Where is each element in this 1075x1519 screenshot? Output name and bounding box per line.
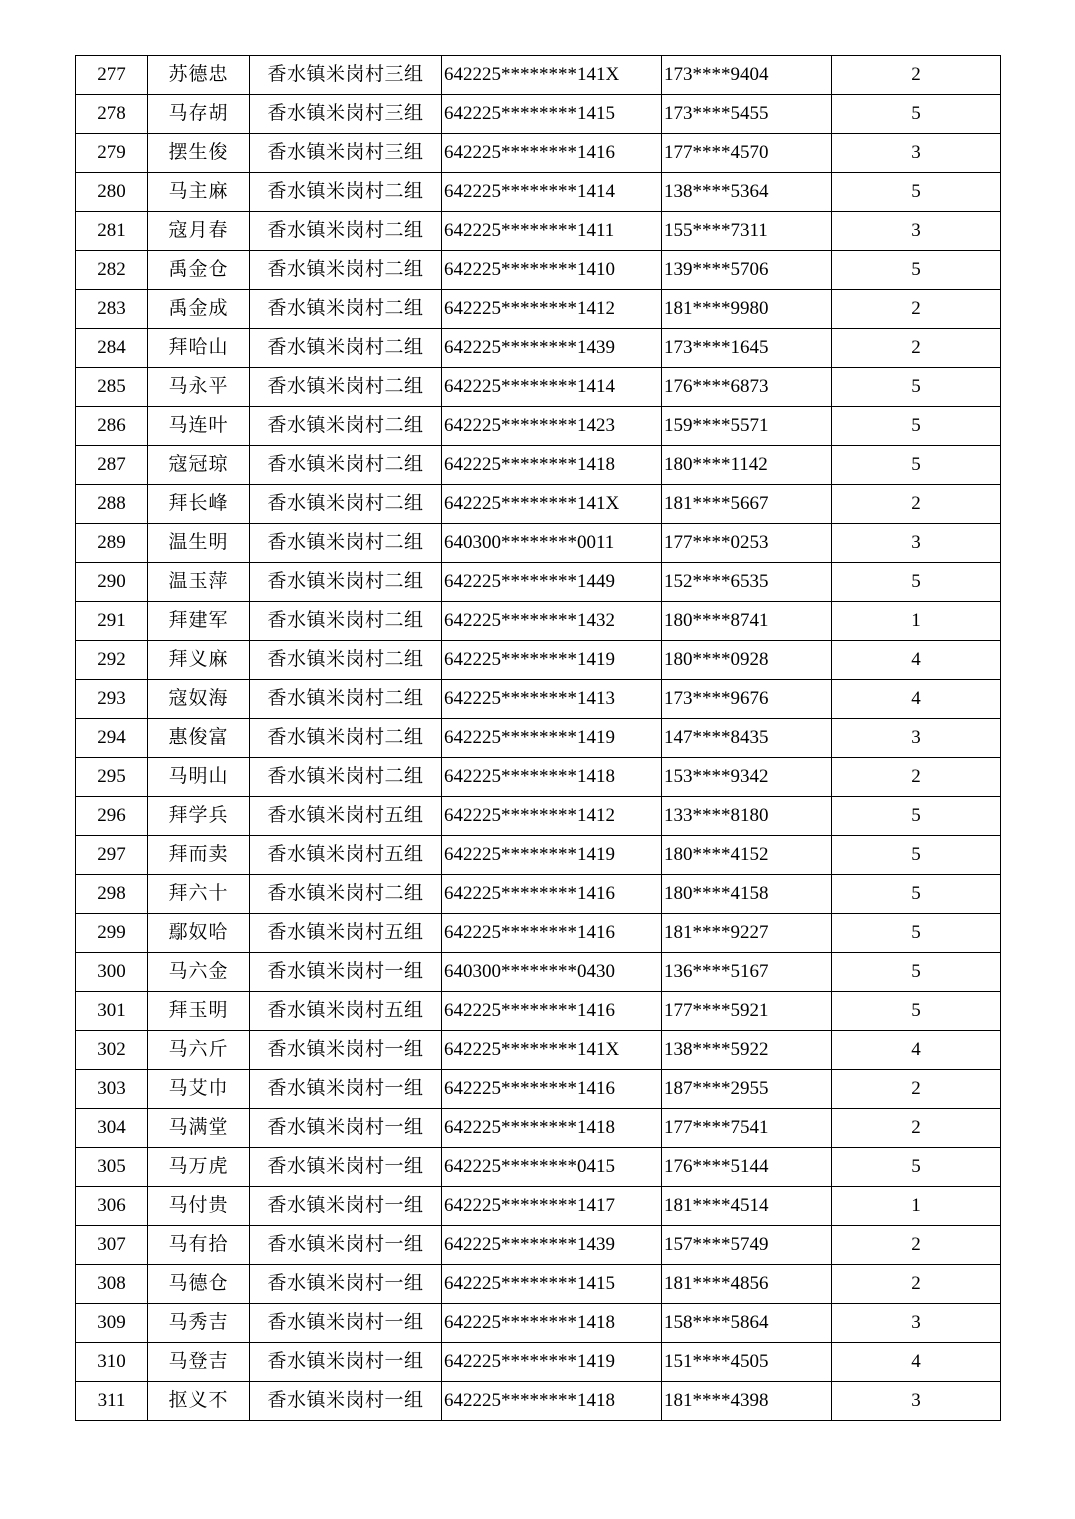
row-address: 香水镇米岗村一组 <box>250 1187 442 1226</box>
row-name: 马秀吉 <box>148 1304 250 1343</box>
row-id-number: 642225********1439 <box>442 1226 662 1265</box>
row-person-count: 5 <box>832 914 1001 953</box>
row-index: 299 <box>76 914 148 953</box>
row-index: 278 <box>76 95 148 134</box>
roster-table-body <box>76 56 1001 1421</box>
row-person-count: 4 <box>832 1031 1001 1070</box>
row-name: 拜六十 <box>148 875 250 914</box>
row-phone: 157****5749 <box>662 1226 832 1265</box>
row-address: 香水镇米岗村二组 <box>250 368 442 407</box>
row-person-count: 5 <box>832 992 1001 1031</box>
row-name: 温玉萍 <box>148 563 250 602</box>
row-index: 280 <box>76 173 148 212</box>
row-index: 310 <box>76 1343 148 1382</box>
table-row <box>76 212 1001 251</box>
row-id-number: 642225********1417 <box>442 1187 662 1226</box>
row-address: 香水镇米岗村一组 <box>250 1304 442 1343</box>
row-person-count: 2 <box>832 1265 1001 1304</box>
table-row <box>76 251 1001 290</box>
table-row <box>76 1109 1001 1148</box>
row-name: 马六斤 <box>148 1031 250 1070</box>
row-phone: 133****8180 <box>662 797 832 836</box>
row-phone: 177****0253 <box>662 524 832 563</box>
table-row <box>76 524 1001 563</box>
row-person-count: 4 <box>832 641 1001 680</box>
row-name: 马永平 <box>148 368 250 407</box>
row-phone: 173****5455 <box>662 95 832 134</box>
row-phone: 173****9404 <box>662 56 832 95</box>
row-person-count: 5 <box>832 446 1001 485</box>
row-address: 香水镇米岗村二组 <box>250 446 442 485</box>
row-address: 香水镇米岗村一组 <box>250 1109 442 1148</box>
row-id-number: 642225********1418 <box>442 1109 662 1148</box>
row-phone: 136****5167 <box>662 953 832 992</box>
table-row <box>76 290 1001 329</box>
row-phone: 180****4158 <box>662 875 832 914</box>
table-row <box>76 368 1001 407</box>
row-phone: 152****6535 <box>662 563 832 602</box>
row-address: 香水镇米岗村二组 <box>250 719 442 758</box>
row-name: 马明山 <box>148 758 250 797</box>
row-name: 寇奴海 <box>148 680 250 719</box>
row-index: 306 <box>76 1187 148 1226</box>
row-address: 香水镇米岗村二组 <box>250 485 442 524</box>
row-id-number: 642225********1419 <box>442 641 662 680</box>
row-person-count: 5 <box>832 251 1001 290</box>
row-id-number: 642225********1413 <box>442 680 662 719</box>
row-name: 禹金仓 <box>148 251 250 290</box>
row-phone: 139****5706 <box>662 251 832 290</box>
row-address: 香水镇米岗村五组 <box>250 914 442 953</box>
row-index: 302 <box>76 1031 148 1070</box>
row-phone: 177****7541 <box>662 1109 832 1148</box>
table-row <box>76 1148 1001 1187</box>
row-person-count: 2 <box>832 485 1001 524</box>
row-id-number: 642225********141X <box>442 485 662 524</box>
row-name: 马六金 <box>148 953 250 992</box>
row-address: 香水镇米岗村二组 <box>250 680 442 719</box>
row-person-count: 2 <box>832 56 1001 95</box>
row-name: 马有拾 <box>148 1226 250 1265</box>
row-name: 马万虎 <box>148 1148 250 1187</box>
row-id-number: 642225********1415 <box>442 1265 662 1304</box>
row-id-number: 642225********1419 <box>442 1343 662 1382</box>
row-name: 拜哈山 <box>148 329 250 368</box>
row-id-number: 642225********1412 <box>442 290 662 329</box>
row-phone: 176****5144 <box>662 1148 832 1187</box>
row-address: 香水镇米岗村三组 <box>250 134 442 173</box>
row-index: 296 <box>76 797 148 836</box>
row-person-count: 5 <box>832 368 1001 407</box>
row-phone: 181****4398 <box>662 1382 832 1421</box>
table-row <box>76 446 1001 485</box>
row-index: 289 <box>76 524 148 563</box>
row-index: 279 <box>76 134 148 173</box>
row-address: 香水镇米岗村三组 <box>250 95 442 134</box>
row-index: 277 <box>76 56 148 95</box>
row-index: 308 <box>76 1265 148 1304</box>
row-phone: 153****9342 <box>662 758 832 797</box>
table-row <box>76 758 1001 797</box>
row-id-number: 642225********1439 <box>442 329 662 368</box>
table-row <box>76 641 1001 680</box>
row-name: 马满堂 <box>148 1109 250 1148</box>
row-address: 香水镇米岗村二组 <box>250 407 442 446</box>
row-address: 香水镇米岗村一组 <box>250 1343 442 1382</box>
row-index: 281 <box>76 212 148 251</box>
row-person-count: 2 <box>832 290 1001 329</box>
row-index: 305 <box>76 1148 148 1187</box>
row-index: 300 <box>76 953 148 992</box>
table-row <box>76 1265 1001 1304</box>
table-row <box>76 173 1001 212</box>
row-index: 294 <box>76 719 148 758</box>
row-index: 286 <box>76 407 148 446</box>
row-index: 293 <box>76 680 148 719</box>
row-index: 303 <box>76 1070 148 1109</box>
row-phone: 181****5667 <box>662 485 832 524</box>
row-person-count: 1 <box>832 602 1001 641</box>
row-person-count: 5 <box>832 836 1001 875</box>
row-name: 惠俊富 <box>148 719 250 758</box>
row-id-number: 640300********0430 <box>442 953 662 992</box>
table-row <box>76 1382 1001 1421</box>
row-index: 290 <box>76 563 148 602</box>
row-person-count: 5 <box>832 563 1001 602</box>
table-row <box>76 563 1001 602</box>
row-address: 香水镇米岗村三组 <box>250 56 442 95</box>
row-person-count: 3 <box>832 1382 1001 1421</box>
table-row <box>76 1226 1001 1265</box>
row-phone: 177****5921 <box>662 992 832 1031</box>
row-index: 287 <box>76 446 148 485</box>
row-index: 298 <box>76 875 148 914</box>
row-person-count: 1 <box>832 1187 1001 1226</box>
row-name: 摆生俊 <box>148 134 250 173</box>
row-address: 香水镇米岗村二组 <box>250 758 442 797</box>
row-address: 香水镇米岗村一组 <box>250 1031 442 1070</box>
row-person-count: 2 <box>832 758 1001 797</box>
row-id-number: 642225********1410 <box>442 251 662 290</box>
row-phone: 159****5571 <box>662 407 832 446</box>
row-id-number: 642225********1449 <box>442 563 662 602</box>
table-row <box>76 875 1001 914</box>
row-phone: 155****7311 <box>662 212 832 251</box>
row-id-number: 642225********1416 <box>442 914 662 953</box>
row-person-count: 5 <box>832 407 1001 446</box>
row-name: 禹金成 <box>148 290 250 329</box>
row-person-count: 5 <box>832 173 1001 212</box>
row-index: 288 <box>76 485 148 524</box>
table-row <box>76 95 1001 134</box>
table-row <box>76 914 1001 953</box>
row-id-number: 642225********141X <box>442 56 662 95</box>
row-name: 拜学兵 <box>148 797 250 836</box>
row-phone: 158****5864 <box>662 1304 832 1343</box>
row-name: 拜玉明 <box>148 992 250 1031</box>
row-index: 297 <box>76 836 148 875</box>
row-id-number: 642225********1414 <box>442 173 662 212</box>
row-phone: 173****1645 <box>662 329 832 368</box>
row-index: 307 <box>76 1226 148 1265</box>
row-phone: 181****4856 <box>662 1265 832 1304</box>
row-phone: 187****2955 <box>662 1070 832 1109</box>
row-name: 苏德忠 <box>148 56 250 95</box>
table-row <box>76 602 1001 641</box>
row-person-count: 2 <box>832 1226 1001 1265</box>
table-row <box>76 134 1001 173</box>
row-address: 香水镇米岗村一组 <box>250 1265 442 1304</box>
row-address: 香水镇米岗村五组 <box>250 797 442 836</box>
row-phone: 147****8435 <box>662 719 832 758</box>
row-person-count: 3 <box>832 524 1001 563</box>
row-person-count: 3 <box>832 134 1001 173</box>
row-phone: 138****5364 <box>662 173 832 212</box>
row-person-count: 5 <box>832 95 1001 134</box>
row-id-number: 642225********1416 <box>442 134 662 173</box>
row-address: 香水镇米岗村一组 <box>250 1382 442 1421</box>
row-name: 马存胡 <box>148 95 250 134</box>
row-address: 香水镇米岗村五组 <box>250 836 442 875</box>
row-address: 香水镇米岗村二组 <box>250 290 442 329</box>
table-row <box>76 1304 1001 1343</box>
row-index: 291 <box>76 602 148 641</box>
row-index: 285 <box>76 368 148 407</box>
row-address: 香水镇米岗村二组 <box>250 524 442 563</box>
row-id-number: 642225********1419 <box>442 719 662 758</box>
row-phone: 181****9227 <box>662 914 832 953</box>
row-id-number: 642225********0415 <box>442 1148 662 1187</box>
row-name: 马登吉 <box>148 1343 250 1382</box>
row-id-number: 642225********1416 <box>442 992 662 1031</box>
table-row <box>76 407 1001 446</box>
row-address: 香水镇米岗村二组 <box>250 602 442 641</box>
row-index: 282 <box>76 251 148 290</box>
row-name: 马主麻 <box>148 173 250 212</box>
row-id-number: 642225********141X <box>442 1031 662 1070</box>
row-id-number: 642225********1411 <box>442 212 662 251</box>
table-row <box>76 329 1001 368</box>
row-address: 香水镇米岗村一组 <box>250 1070 442 1109</box>
row-name: 寇月春 <box>148 212 250 251</box>
row-address: 香水镇米岗村二组 <box>250 563 442 602</box>
table-row <box>76 797 1001 836</box>
row-name: 马德仓 <box>148 1265 250 1304</box>
row-id-number: 642225********1423 <box>442 407 662 446</box>
row-phone: 180****0928 <box>662 641 832 680</box>
row-phone: 151****4505 <box>662 1343 832 1382</box>
table-row <box>76 1031 1001 1070</box>
row-address: 香水镇米岗村二组 <box>250 641 442 680</box>
table-row <box>76 680 1001 719</box>
row-id-number: 642225********1416 <box>442 875 662 914</box>
row-person-count: 4 <box>832 1343 1001 1382</box>
row-index: 301 <box>76 992 148 1031</box>
row-address: 香水镇米岗村二组 <box>250 875 442 914</box>
row-address: 香水镇米岗村二组 <box>250 212 442 251</box>
row-id-number: 642225********1416 <box>442 1070 662 1109</box>
row-name: 马艾巾 <box>148 1070 250 1109</box>
row-index: 295 <box>76 758 148 797</box>
row-id-number: 642225********1412 <box>442 797 662 836</box>
row-person-count: 5 <box>832 875 1001 914</box>
row-name: 拜建军 <box>148 602 250 641</box>
row-person-count: 4 <box>832 680 1001 719</box>
row-id-number: 642225********1418 <box>442 1382 662 1421</box>
row-person-count: 5 <box>832 1148 1001 1187</box>
row-name: 温生明 <box>148 524 250 563</box>
row-index: 284 <box>76 329 148 368</box>
row-address: 香水镇米岗村五组 <box>250 992 442 1031</box>
row-person-count: 3 <box>832 1304 1001 1343</box>
row-phone: 180****4152 <box>662 836 832 875</box>
table-row <box>76 56 1001 95</box>
row-address: 香水镇米岗村二组 <box>250 173 442 212</box>
row-index: 304 <box>76 1109 148 1148</box>
row-person-count: 5 <box>832 797 1001 836</box>
row-index: 311 <box>76 1382 148 1421</box>
row-id-number: 640300********0011 <box>442 524 662 563</box>
table-row <box>76 1187 1001 1226</box>
row-address: 香水镇米岗村二组 <box>250 251 442 290</box>
row-id-number: 642225********1419 <box>442 836 662 875</box>
row-name: 马连叶 <box>148 407 250 446</box>
row-phone: 173****9676 <box>662 680 832 719</box>
row-phone: 181****4514 <box>662 1187 832 1226</box>
row-id-number: 642225********1418 <box>442 758 662 797</box>
row-name: 拜长峰 <box>148 485 250 524</box>
row-name: 寇冠琼 <box>148 446 250 485</box>
table-row <box>76 485 1001 524</box>
row-person-count: 2 <box>832 1070 1001 1109</box>
row-phone: 138****5922 <box>662 1031 832 1070</box>
row-id-number: 642225********1418 <box>442 1304 662 1343</box>
row-person-count: 2 <box>832 329 1001 368</box>
table-row <box>76 992 1001 1031</box>
row-address: 香水镇米岗村一组 <box>250 953 442 992</box>
row-person-count: 3 <box>832 719 1001 758</box>
row-index: 309 <box>76 1304 148 1343</box>
row-person-count: 3 <box>832 212 1001 251</box>
row-name: 马付贵 <box>148 1187 250 1226</box>
row-address: 香水镇米岗村二组 <box>250 329 442 368</box>
row-person-count: 5 <box>832 953 1001 992</box>
row-name: 拜义麻 <box>148 641 250 680</box>
row-phone: 176****6873 <box>662 368 832 407</box>
row-phone: 177****4570 <box>662 134 832 173</box>
row-address: 香水镇米岗村一组 <box>250 1148 442 1187</box>
table-row <box>76 719 1001 758</box>
table-row <box>76 1070 1001 1109</box>
row-person-count: 2 <box>832 1109 1001 1148</box>
table-row <box>76 836 1001 875</box>
row-id-number: 642225********1432 <box>442 602 662 641</box>
row-id-number: 642225********1415 <box>442 95 662 134</box>
row-id-number: 642225********1418 <box>442 446 662 485</box>
table-row <box>76 953 1001 992</box>
row-name: 拜而卖 <box>148 836 250 875</box>
row-index: 292 <box>76 641 148 680</box>
row-phone: 180****1142 <box>662 446 832 485</box>
row-name: 抠义不 <box>148 1382 250 1421</box>
row-index: 283 <box>76 290 148 329</box>
row-phone: 181****9980 <box>662 290 832 329</box>
row-address: 香水镇米岗村一组 <box>250 1226 442 1265</box>
table-row <box>76 1343 1001 1382</box>
row-id-number: 642225********1414 <box>442 368 662 407</box>
row-phone: 180****8741 <box>662 602 832 641</box>
row-name: 鄢奴哈 <box>148 914 250 953</box>
roster-table <box>75 55 1001 1421</box>
